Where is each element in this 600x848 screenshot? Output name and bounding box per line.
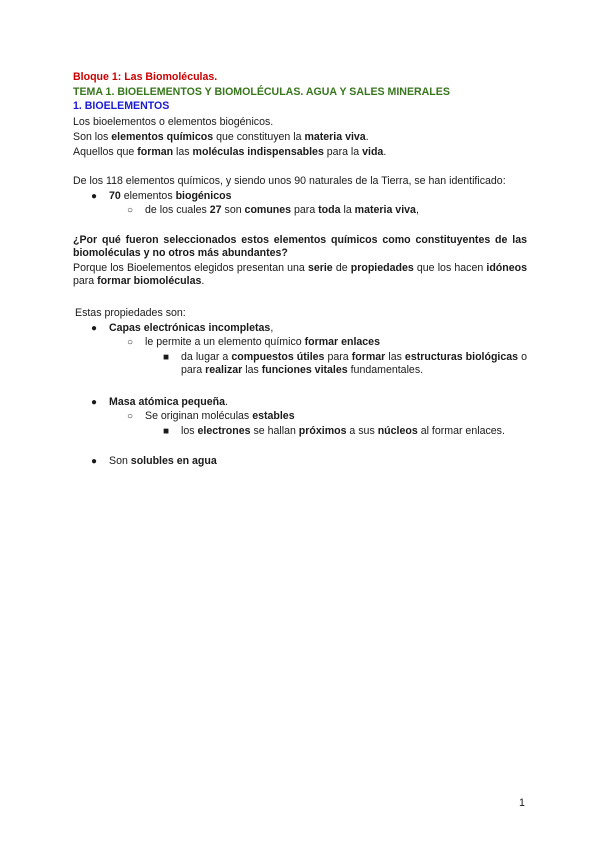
disc-bullet-icon: ● bbox=[91, 456, 98, 467]
page-number: 1 bbox=[519, 797, 525, 809]
answer: Porque los Bioelementos elegidos presentan una serie de propiedades que los hacen idóneos para formar biomoléculas. bbox=[73, 262, 528, 287]
disc-bullet-icon: ● bbox=[91, 397, 98, 408]
intro-line-3: Aquellos que forman las moléculas indispensables para la vida. bbox=[73, 146, 387, 158]
topic-title: TEMA 1. BIOELEMENTOS Y BIOMOLÉCULAS. AGUA Y SALES MINERALES bbox=[73, 86, 450, 98]
disc-bullet-icon: ● bbox=[91, 323, 98, 334]
count-bullet-1: 70 elementos biogénicos bbox=[109, 190, 232, 202]
count-bullet-2: de los cuales 27 son comunes para toda la materia viva, bbox=[145, 204, 419, 216]
intro-line-2: Son los elementos químicos que constituyen la materia viva. bbox=[73, 131, 369, 143]
property-2: Masa atómica pequeña. bbox=[109, 396, 228, 408]
square-bullet-icon: ■ bbox=[163, 426, 170, 437]
question: ¿Por qué fueron seleccionados estos elementos químicos como constituyentes de las biomoléculas y no otros más abundantes? bbox=[73, 234, 527, 259]
circle-bullet-icon: ○ bbox=[127, 337, 134, 348]
section-title: 1. BIOELEMENTOS bbox=[73, 100, 170, 112]
block-title: Bloque 1: Las Biomoléculas. bbox=[73, 71, 218, 83]
intro-line-1: Los bioelementos o elementos biogénicos. bbox=[73, 116, 274, 128]
property-2-sub-2: los electrones se hallan próximos a sus núcleos al formar enlaces. bbox=[181, 425, 505, 437]
property-2-sub-1: Se originan moléculas estables bbox=[145, 410, 295, 422]
circle-bullet-icon: ○ bbox=[127, 411, 134, 422]
property-3: Son solubles en agua bbox=[109, 455, 217, 467]
square-bullet-icon: ■ bbox=[163, 352, 170, 363]
circle-bullet-icon: ○ bbox=[127, 205, 134, 216]
property-1: Capas electrónicas incompletas, bbox=[109, 322, 274, 334]
property-1-sub-2: da lugar a compuestos útiles para formar las estructuras biológicas o para realizar las funciones vitales fundamentales. bbox=[181, 351, 527, 376]
properties-lead: Estas propiedades son: bbox=[75, 307, 186, 319]
disc-bullet-icon: ● bbox=[91, 191, 98, 202]
property-1-sub-1: le permite a un elemento químico formar enlaces bbox=[145, 336, 380, 348]
count-lead: De los 118 elementos químicos, y siendo unos 90 naturales de la Tierra, se han identificado: bbox=[73, 175, 506, 187]
